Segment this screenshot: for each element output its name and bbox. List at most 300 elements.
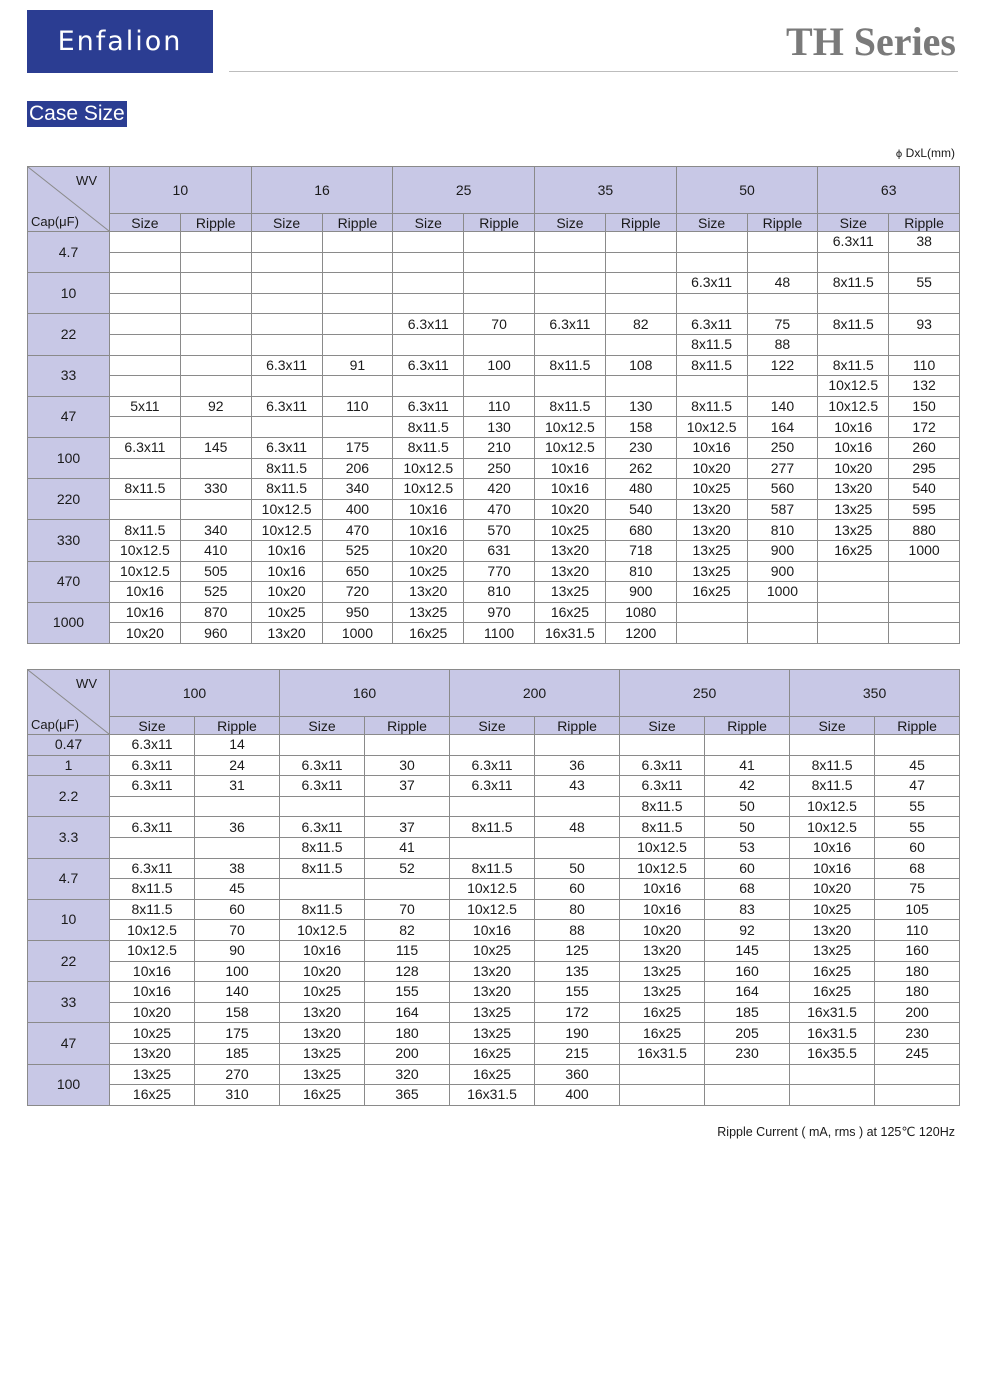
case-size-cell: 10x16 [110,982,195,1003]
ripple-column-header: Ripple [875,717,960,735]
ripple-current-cell: 1100 [464,623,535,644]
case-size-cell: 10x12.5 [393,458,464,479]
wv-label: WV [76,173,97,188]
case-size-cell: 8x11.5 [676,334,747,355]
ripple-current-cell [605,293,676,314]
ripple-current-cell: 250 [747,437,818,458]
ripple-current-cell: 53 [705,837,790,858]
case-size-cell: 8x11.5 [790,776,875,797]
ripple-current-cell: 260 [889,437,960,458]
ripple-current-cell: 30 [365,755,450,776]
header-row-voltage [28,167,960,214]
ripple-current-cell: 245 [875,1043,960,1064]
ripple-column-header: Ripple [180,214,251,232]
case-size-cell: 13x20 [393,582,464,603]
ripple-current-cell [747,602,818,623]
ripple-current-cell [180,314,251,335]
ripple-current-cell [322,252,393,273]
ripple-current-cell: 480 [605,479,676,500]
case-size-cell: 10x12.5 [535,417,606,438]
ripple-current-cell: 185 [705,1002,790,1023]
ripple-current-cell [322,293,393,314]
size-column-header: Size [251,214,322,232]
ripple-current-cell: 158 [605,417,676,438]
case-size-cell: 10x12.5 [790,817,875,838]
ripple-current-cell: 128 [365,961,450,982]
case-size-cell [535,273,606,294]
ripple-current-cell [889,252,960,273]
ripple-current-cell: 55 [875,796,960,817]
header-row-subcolumns [28,214,960,232]
table-row [28,755,960,776]
voltage-header: 250 [620,670,790,717]
ripple-current-cell: 80 [535,899,620,920]
case-size-cell: 8x11.5 [620,796,705,817]
ripple-current-cell: 230 [605,437,676,458]
ripple-current-cell: 950 [322,602,393,623]
case-size-cell: 10x16 [393,499,464,520]
case-size-cell [790,1064,875,1085]
ripple-current-cell: 50 [705,796,790,817]
case-size-cell [251,293,322,314]
size-column-header: Size [790,717,875,735]
ripple-current-cell [180,499,251,520]
case-size-cell: 16x31.5 [450,1085,535,1106]
case-size-cell [535,376,606,397]
case-size-cell: 6.3x11 [620,755,705,776]
ripple-current-cell: 470 [464,499,535,520]
case-size-cell: 10x12.5 [110,940,195,961]
ripple-current-cell: 330 [180,479,251,500]
capacitance-cell: 2.2 [28,776,110,817]
case-size-cell [676,602,747,623]
table-row [28,623,960,644]
ripple-current-cell: 900 [605,582,676,603]
ripple-current-cell: 525 [322,540,393,561]
case-size-cell: 10x25 [790,899,875,920]
case-size-cell: 13x20 [280,1023,365,1044]
case-size-cell [818,623,889,644]
capacitance-cell: 47 [28,1023,110,1064]
case-size-cell: 10x16 [790,858,875,879]
ripple-current-cell [889,561,960,582]
ripple-current-cell: 68 [705,879,790,900]
case-size-cell [450,735,535,756]
table-row [28,520,960,541]
ripple-current-cell: 230 [705,1043,790,1064]
ripple-current-cell: 1200 [605,623,676,644]
ripple-current-cell: 140 [195,982,280,1003]
ripple-current-cell: 250 [464,458,535,479]
case-size-cell: 6.3x11 [676,273,747,294]
case-size-cell: 10x12.5 [110,920,195,941]
ripple-current-cell [180,417,251,438]
case-size-cell: 10x12.5 [620,858,705,879]
ripple-current-cell: 150 [889,396,960,417]
case-size-cell: 8x11.5 [110,520,181,541]
case-size-cell [450,796,535,817]
ripple-current-cell: 135 [535,961,620,982]
ripple-current-cell [365,879,450,900]
ripple-current-cell [322,376,393,397]
case-size-cell: 10x20 [620,920,705,941]
table-row [28,1002,960,1023]
ripple-column-header: Ripple [889,214,960,232]
voltage-header: 50 [676,167,818,214]
case-size-cell: 10x20 [818,458,889,479]
case-size-cell: 6.3x11 [110,755,195,776]
ripple-current-cell [605,273,676,294]
capacitance-cell: 22 [28,940,110,981]
ripple-current-cell: 91 [322,355,393,376]
ripple-current-cell [322,232,393,253]
ripple-current-cell [464,376,535,397]
ripple-current-cell: 175 [322,437,393,458]
case-size-cell: 13x25 [280,1043,365,1064]
ripple-current-cell: 340 [322,479,393,500]
case-size-cell: 10x16 [251,561,322,582]
ripple-current-cell: 680 [605,520,676,541]
case-size-cell: 13x25 [393,602,464,623]
case-size-cell [110,837,195,858]
ripple-current-cell: 31 [195,776,280,797]
ripple-current-cell [605,334,676,355]
ripple-current-cell: 60 [195,899,280,920]
case-size-cell: 10x25 [450,940,535,961]
ripple-current-cell [705,1085,790,1106]
ripple-current-cell: 400 [535,1085,620,1106]
ripple-current-cell: 130 [605,396,676,417]
ripple-current-cell: 24 [195,755,280,776]
ripple-current-cell [322,314,393,335]
capacitance-cell: 47 [28,396,110,437]
ripple-current-cell [464,232,535,253]
case-size-cell: 16x25 [450,1064,535,1085]
case-size-cell: 10x20 [110,1002,195,1023]
ripple-current-cell: 870 [180,602,251,623]
case-size-cell: 16x25 [790,961,875,982]
case-size-cell [251,376,322,397]
case-size-cell: 10x20 [790,879,875,900]
case-size-cell: 13x25 [620,982,705,1003]
case-size-cell: 13x25 [110,1064,195,1085]
case-size-cell: 10x16 [818,437,889,458]
ripple-current-cell: 75 [875,879,960,900]
cap-label: Cap(μF) [31,214,79,229]
ripple-current-cell: 570 [464,520,535,541]
case-size-cell [535,252,606,273]
ripple-current-cell: 90 [195,940,280,961]
case-size-cell [790,735,875,756]
case-size-cell [535,293,606,314]
ripple-current-cell: 1000 [889,540,960,561]
table-row [28,602,960,623]
case-size-cell [818,582,889,603]
dimension-unit-note [896,146,955,160]
ripple-current-cell: 45 [875,755,960,776]
case-size-cell: 13x25 [818,520,889,541]
case-size-cell: 10x25 [535,520,606,541]
corner-header-cell [28,167,110,232]
ripple-current-cell: 900 [747,561,818,582]
case-size-cell: 13x25 [450,1002,535,1023]
ripple-current-cell: 595 [889,499,960,520]
table-row [28,417,960,438]
case-size-cell: 6.3x11 [110,817,195,838]
ripple-current-cell: 365 [365,1085,450,1106]
case-size-cell: 10x12.5 [450,899,535,920]
header-row-voltage [28,670,960,717]
case-size-cell: 6.3x11 [393,355,464,376]
ripple-current-cell [747,623,818,644]
capacitance-cell: 1 [28,755,110,776]
case-size-cell: 8x11.5 [450,817,535,838]
case-size-cell: 8x11.5 [110,899,195,920]
table-row [28,232,960,253]
case-size-cell: 6.3x11 [110,735,195,756]
ripple-current-cell: 190 [535,1023,620,1044]
ripple-column-header: Ripple [464,214,535,232]
case-size-cell: 8x11.5 [620,817,705,838]
ripple-current-cell [747,293,818,314]
size-column-header: Size [535,214,606,232]
case-size-cell: 6.3x11 [676,314,747,335]
case-size-cell: 10x20 [676,458,747,479]
voltage-header: 63 [818,167,960,214]
case-size-cell: 10x16 [790,837,875,858]
ripple-current-cell: 540 [605,499,676,520]
ripple-current-cell: 45 [195,879,280,900]
ripple-current-cell: 47 [875,776,960,797]
ripple-current-cell [747,232,818,253]
ripple-current-cell: 55 [875,817,960,838]
table-row [28,561,960,582]
ripple-current-cell [464,252,535,273]
ripple-current-cell: 115 [365,940,450,961]
case-size-cell [251,314,322,335]
ripple-current-cell: 155 [365,982,450,1003]
case-size-cell: 13x25 [818,499,889,520]
case-size-cell: 6.3x11 [251,437,322,458]
case-size-cell: 6.3x11 [393,314,464,335]
ripple-current-cell [875,1064,960,1085]
ripple-current-cell: 360 [535,1064,620,1085]
case-size-cell [110,376,181,397]
ripple-current-cell: 68 [875,858,960,879]
ripple-current-cell: 1000 [747,582,818,603]
ripple-current-cell [464,293,535,314]
ripple-current-cell: 110 [464,396,535,417]
ripple-current-cell: 92 [180,396,251,417]
ripple-current-cell: 340 [180,520,251,541]
case-size-cell: 8x11.5 [110,479,181,500]
case-size-cell [676,376,747,397]
case-size-cell [620,735,705,756]
ripple-current-cell: 205 [705,1023,790,1044]
size-column-header: Size [280,717,365,735]
ripple-current-cell: 110 [322,396,393,417]
case-size-cell: 13x25 [676,561,747,582]
case-size-cell: 6.3x11 [535,314,606,335]
capacitance-cell: 22 [28,314,110,355]
case-size-cell: 10x12.5 [110,540,181,561]
case-size-cell: 16x31.5 [535,623,606,644]
ripple-current-cell [464,273,535,294]
case-size-cell: 10x16 [535,458,606,479]
capacitance-cell: 3.3 [28,817,110,858]
table-row [28,355,960,376]
voltage-header: 350 [790,670,960,717]
case-size-cell: 13x20 [620,940,705,961]
capacitance-cell: 4.7 [28,232,110,273]
case-size-cell: 10x25 [110,1023,195,1044]
case-size-cell: 6.3x11 [450,755,535,776]
table-row [28,735,960,756]
table-row [28,314,960,335]
ripple-current-cell: 50 [705,817,790,838]
case-size-cell: 8x11.5 [251,479,322,500]
capacitance-cell: 10 [28,899,110,940]
case-size-cell: 8x11.5 [818,314,889,335]
ripple-current-cell: 75 [747,314,818,335]
ripple-current-cell: 122 [747,355,818,376]
ripple-current-cell: 470 [322,520,393,541]
capacitance-cell: 0.47 [28,735,110,756]
size-column-header: Size [393,214,464,232]
ripple-current-cell: 587 [747,499,818,520]
brand-logo: Enfalion [27,10,213,73]
ripple-current-cell: 1080 [605,602,676,623]
case-size-cell: 10x12.5 [676,417,747,438]
ripple-current-cell: 810 [464,582,535,603]
ripple-current-cell [365,735,450,756]
case-size-cell [818,602,889,623]
case-size-cell: 13x20 [676,520,747,541]
capacitance-cell: 4.7 [28,858,110,899]
case-size-cell [280,735,365,756]
capacitance-cell: 220 [28,479,110,520]
ripple-column-header: Ripple [705,717,790,735]
case-size-cell: 6.3x11 [251,396,322,417]
case-size-cell: 13x25 [620,961,705,982]
case-size-cell: 8x11.5 [676,396,747,417]
case-size-cell: 5x11 [110,396,181,417]
ripple-current-cell [322,273,393,294]
table-row [28,1043,960,1064]
ripple-current-cell [875,735,960,756]
ripple-current-cell: 400 [322,499,393,520]
case-size-cell: 8x11.5 [535,355,606,376]
ripple-current-cell [180,355,251,376]
ripple-current-cell: 88 [747,334,818,355]
case-size-cell: 13x25 [280,1064,365,1085]
ripple-current-cell [535,796,620,817]
ripple-current-cell [180,273,251,294]
case-size-cell [676,232,747,253]
case-size-cell: 6.3x11 [110,437,181,458]
table-row [28,479,960,500]
case-size-cell [535,334,606,355]
ripple-current-cell: 970 [464,602,535,623]
header-row-subcolumns [28,717,960,735]
capacitance-cell: 33 [28,982,110,1023]
ripple-current-cell: 70 [464,314,535,335]
table-row [28,837,960,858]
case-size-cell: 8x11.5 [535,396,606,417]
table-row [28,1023,960,1044]
ripple-column-header: Ripple [322,214,393,232]
ripple-current-cell: 262 [605,458,676,479]
ripple-current-cell: 36 [195,817,280,838]
case-size-cell: 10x20 [110,623,181,644]
voltage-header: 25 [393,167,535,214]
ripple-current-cell: 60 [875,837,960,858]
case-size-cell: 6.3x11 [393,396,464,417]
case-size-cell: 10x16 [620,879,705,900]
case-size-cell: 10x25 [251,602,322,623]
case-size-cell: 10x20 [251,582,322,603]
ripple-current-cell: 295 [889,458,960,479]
case-size-cell: 10x16 [393,520,464,541]
case-size-cell [110,499,181,520]
ripple-current-cell [889,602,960,623]
case-size-cell: 8x11.5 [818,355,889,376]
size-column-header: Size [110,717,195,735]
case-size-cell: 8x11.5 [393,437,464,458]
ripple-current-cell: 631 [464,540,535,561]
voltage-header: 10 [110,167,252,214]
table-row [28,252,960,273]
table-row [28,437,960,458]
case-size-cell [535,232,606,253]
ripple-current-cell: 718 [605,540,676,561]
ripple-current-cell: 525 [180,582,251,603]
ripple-current-cell: 60 [535,879,620,900]
case-size-cell [818,293,889,314]
ripple-current-cell: 145 [705,940,790,961]
ripple-current-cell: 110 [875,920,960,941]
case-size-cell: 10x16 [620,899,705,920]
size-column-header: Size [620,717,705,735]
case-size-cell: 16x31.5 [790,1002,875,1023]
ripple-current-cell [322,334,393,355]
ripple-current-cell: 420 [464,479,535,500]
case-size-cell: 13x20 [280,1002,365,1023]
ripple-current-cell: 130 [464,417,535,438]
size-column-header: Size [818,214,889,232]
ripple-current-cell: 720 [322,582,393,603]
case-size-cell: 8x11.5 [818,273,889,294]
case-size-cell [818,334,889,355]
ripple-current-cell [180,232,251,253]
case-size-cell: 10x25 [676,479,747,500]
ripple-current-cell: 277 [747,458,818,479]
ripple-current-cell: 37 [365,776,450,797]
ripple-current-cell: 36 [535,755,620,776]
case-size-cell: 8x11.5 [280,899,365,920]
ripple-current-cell: 145 [180,437,251,458]
case-size-cell: 16x25 [620,1023,705,1044]
case-size-cell: 6.3x11 [110,858,195,879]
size-column-header: Size [110,214,181,232]
table-row [28,458,960,479]
size-column-header: Size [450,717,535,735]
size-column-header: Size [676,214,747,232]
case-size-cell [676,623,747,644]
case-size-cell: 16x31.5 [790,1023,875,1044]
ripple-current-cell: 140 [747,396,818,417]
case-size-cell: 13x25 [450,1023,535,1044]
